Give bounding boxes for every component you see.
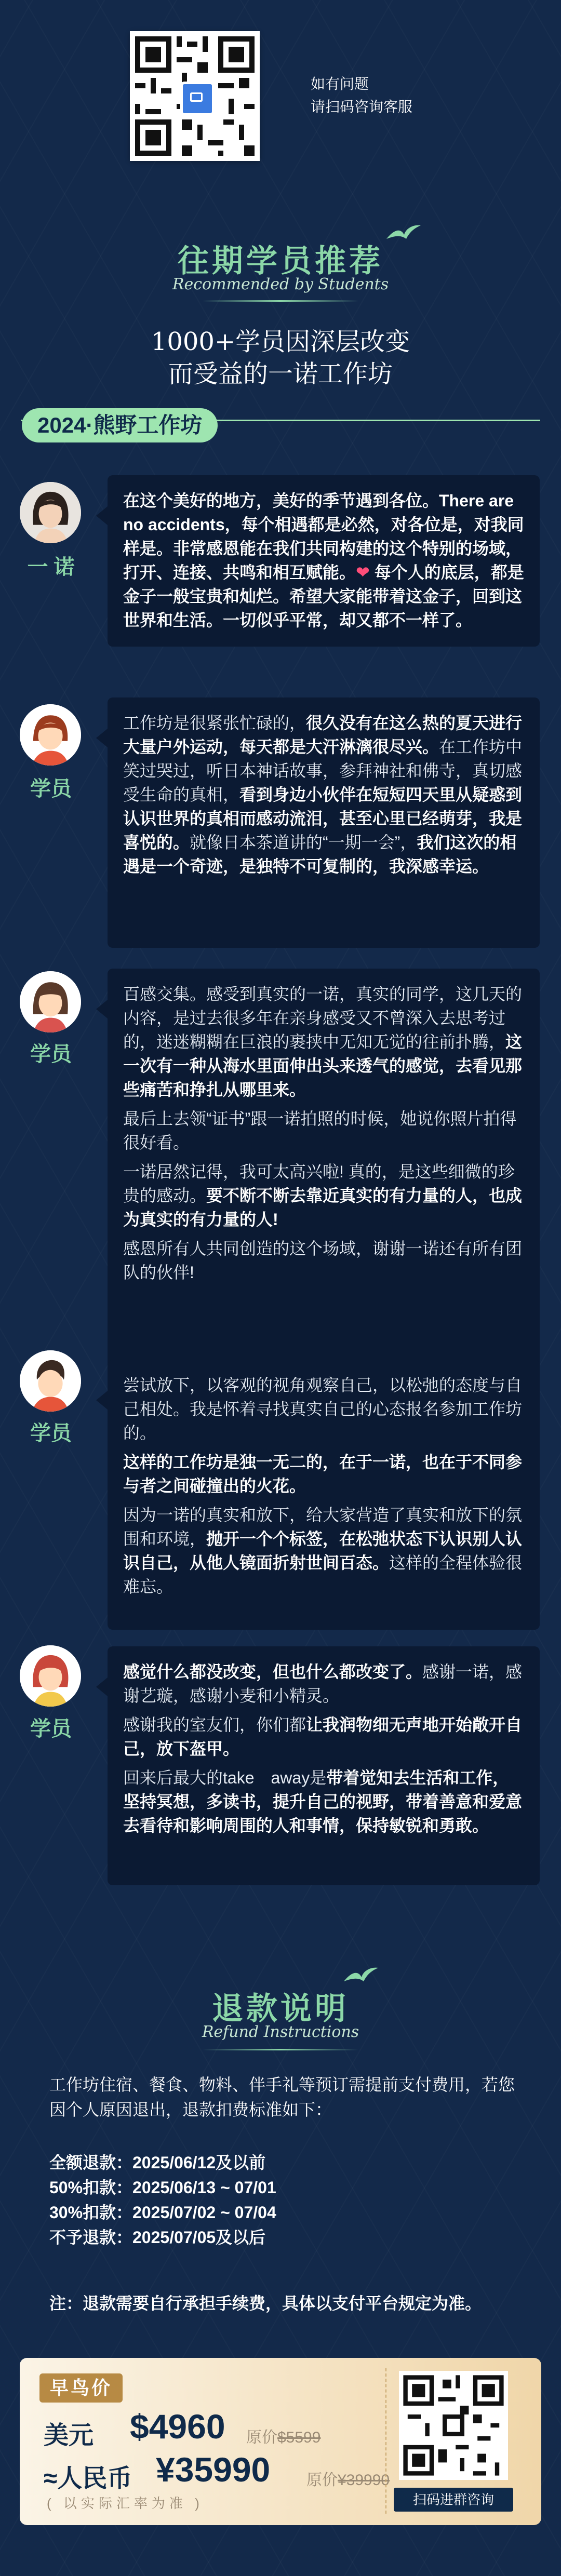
testimonial-card — [108, 475, 540, 647]
testimonial-name: 一 诺 — [27, 556, 75, 579]
rmb-price: ¥35990 — [156, 2450, 271, 2489]
usd-original-prefix: 原价 — [246, 2429, 277, 2446]
reviews-subtitle-line2: 而受益的一诺工作坊 — [168, 359, 393, 388]
rmb-original-prefix: 原价 — [306, 2472, 338, 2489]
testimonial-name: 学员 — [30, 1718, 72, 1740]
testimonial-paragraph: 感恩所有人共同创造的这个场域，谢谢一诺还有所有团队的伙伴! — [123, 1239, 523, 1282]
title-flourish — [203, 300, 358, 302]
usd-price: $4960 — [130, 2407, 225, 2446]
group-qr-code[interactable] — [399, 2371, 508, 2480]
reviews-title-script: Recommended by Students — [172, 275, 389, 293]
qr-code-icon — [399, 2371, 508, 2480]
title-flourish — [203, 2049, 358, 2050]
refund-title-script: Refund Instructions — [202, 2023, 359, 2041]
qr-note-line2: 请扫码咨询客服 — [311, 99, 413, 115]
testimonial-paragraph: 工作坊是很紧张忙碌的，很久没有在这么热的夏天进行大量户外运动，每天都是大汗淋漓很尽兴。在工作坊中笑过哭过，听日本神话故事，参拜神社和佛寺，真切感受生命的真相，看到身边小伙伴在短短四天里从疑惑到认识世界的真相而感动流泪，甚至心里已经萌芽，我是喜悦的。就像日本茶道讲的“一期一会”，我们这次的相遇是一个奇迹，是独特不可复制的，我深感幸运。 — [123, 714, 523, 876]
avatar — [20, 971, 81, 1032]
avatar-icon — [20, 482, 81, 543]
bird-icon — [343, 1966, 379, 1984]
testimonial-paragraph: 尝试放下，以客观的视角观察自己，以松弛的态度与自己相处。我是怀着寻找真实自己的心态报名参加工作坊的。 — [123, 1376, 523, 1442]
usd-label: 美元 — [44, 2422, 94, 2449]
reviews-title: 往期学员推荐 — [178, 244, 383, 278]
rmb-original-value: ¥39990 — [338, 2472, 390, 2489]
scan-label: 扫码进群咨询 — [394, 2488, 513, 2512]
testimonial-card — [108, 697, 540, 948]
testimonial-name: 学员 — [30, 777, 72, 800]
rmb-original-price — [306, 2467, 390, 2490]
testimonial-name: 学员 — [30, 1043, 72, 1066]
avatar-icon — [20, 971, 81, 1032]
qr-note-line1: 如有问题 — [311, 76, 369, 92]
testimonial-paragraph: 感谢我的室友们，你们都让我润物细无声地开始敞开自己，放下盔甲。 — [123, 1715, 523, 1758]
testimonial-paragraph: 回来后最大的take away是带着觉知去生活和工作，坚持冥想，多读书，提升自己的视野，带着善意和爱意去看待和影响周围的人和事情，保持敏锐和勇敢。 — [123, 1768, 523, 1835]
avatar-icon — [20, 704, 81, 766]
exchange-rate-note: ( 以实际汇率为准 ) — [47, 2496, 204, 2511]
testimonial-paragraph: 最后上去领“证书”跟一诺拍照的时候，她说你照片拍得很好看。 — [123, 1109, 517, 1152]
refund-rule: 不予退款：2025/07/05及以后 — [49, 2228, 266, 2247]
contact-qr-code[interactable] — [130, 31, 260, 161]
usd-original-value: $5599 — [277, 2429, 321, 2446]
testimonial-name: 学员 — [30, 1422, 72, 1445]
reviews-subtitle-line1: 1000+学员因深层改变 — [151, 327, 410, 356]
avatar-icon — [20, 1645, 81, 1707]
usd-original-price — [246, 2424, 320, 2447]
testimonial-card — [108, 1646, 540, 1885]
avatar-icon — [20, 1350, 81, 1412]
testimonial-paragraph: 一诺居然记得，我可太高兴啦! 真的，是这些细微的珍贵的感动。要不断不断去靠近真实的有力量的人，也成为真实的有力量的人! — [123, 1162, 523, 1229]
testimonial-paragraph: 百感交集。感受到真实的一诺，真实的同学，这几天的内容，是过去很多年在亲身感受又不曾深入去思考过的，迷迷糊糊在巨浪的裹挟中无知无觉的往前扑腾，这一次有一种从海水里面伸出头来透气的感觉，去看见那些痛苦和挣扎从哪里来。 — [123, 985, 523, 1099]
refund-rules — [49, 2150, 517, 2250]
qr-note — [311, 73, 412, 118]
refund-intro: 工作坊住宿、餐食、物料、伴手礼等预订需提前支付费用，若您因个人原因退出，退款扣费标准如下： — [49, 2075, 515, 2119]
avatar — [20, 704, 81, 766]
refund-rule: 30%扣款：2025/07/02 ~ 07/04 — [49, 2203, 276, 2222]
rmb-label: ≈人民币 — [44, 2465, 132, 2492]
refund-rule: 全额退款：2025/06/12及以前 — [49, 2153, 266, 2172]
avatar — [20, 1350, 81, 1412]
testimonial-paragraph: 在这个美好的地方，美好的季节遇到各位。There are no accidents，每个相遇都是必然，对各位是，对我同样是。非常感恩能在我们共同构建的这个特别的场域，打开、连接、共鸣和相互赋能。❤ 每个人的底层，都是金子一般宝贵和灿烂。希望大家能带着这金子，回到这世界和生活。一切似乎平常，却又都不一样了。 — [123, 491, 524, 629]
testimonial-card — [108, 969, 540, 1374]
refund-title: 退款说明 — [212, 1991, 349, 2026]
avatar — [20, 482, 81, 543]
ticket-divider — [385, 2368, 386, 2514]
workshop-tag: 2024·熊野工作坊 — [22, 408, 218, 442]
testimonial-paragraph: 感觉什么都没改变，但也什么都改变了。感谢一诺，感谢艺璇，感谢小麦和小精灵。 — [123, 1662, 523, 1705]
early-bird-badge: 早鸟价 — [39, 2373, 123, 2403]
chat-logo-icon — [180, 82, 215, 116]
avatar — [20, 1645, 81, 1707]
refund-rule: 50%扣款：2025/06/13 ~ 07/01 — [49, 2178, 276, 2197]
testimonial-paragraph: 因为一诺的真实和放下，给大家营造了真实和放下的氛围和环境，抛开一个个标签，在松弛状态下认识别人认识自己，从他人镜面折射世间百态。这样的全程体验很难忘。 — [123, 1506, 523, 1596]
testimonial-card — [108, 1360, 540, 1630]
testimonial-paragraph: 这样的工作坊是独一无二的，在于一诺，也在于不同参与者之间碰撞出的火花。 — [123, 1453, 523, 1495]
refund-note: 注：退款需要自行承担手续费，具体以支付平台规定为准。 — [49, 2294, 482, 2313]
